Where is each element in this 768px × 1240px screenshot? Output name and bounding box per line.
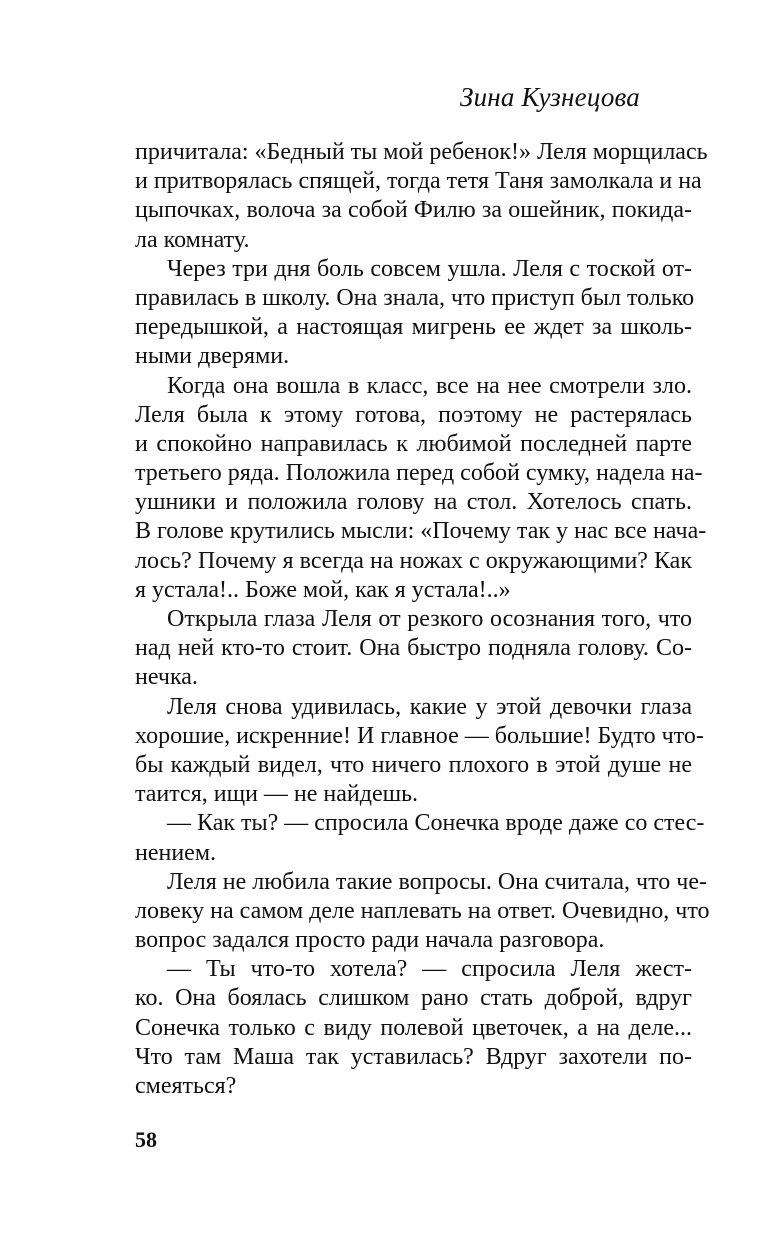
running-head-author: Зина Кузнецова [460, 82, 640, 112]
paragraph [135, 605, 692, 693]
text-line: вопрос задался просто ради начала разговора. [135, 927, 605, 954]
text-line: — Как ты? — спросила Сонечка вроде даже со стес- [167, 810, 705, 837]
text-line: хорошие, искренние! И главное — большие! Будто что- [135, 722, 704, 749]
text-line: Что там Маша так уставилась? Вдруг захотели по- [135, 1043, 692, 1070]
text-line: смеяться? [135, 1073, 237, 1099]
text-line: причитала: «Бедный ты мой ребенок!» Леля морщилась [135, 139, 708, 165]
body-text [135, 138, 710, 1101]
text-line: цыпочках, волоча за собой Филю за ошейник, покида- [135, 197, 692, 224]
text-line: нением. [135, 839, 217, 866]
text-line: — Ты что-то хотела? — спросила Леля жест- [167, 956, 692, 983]
text-line: третьего ряда. Положила перед собой сумку, надела на- [135, 460, 703, 487]
text-line: ушники и положила голову на стол. Хотелось спать. [135, 489, 692, 516]
text-line: и спокойно направилась к любимой последней парте [135, 430, 692, 457]
text-line: ными дверями. [135, 343, 290, 370]
text-line: правилась в школу. Она знала, что приступ был только [135, 284, 695, 311]
paragraph [135, 868, 710, 956]
paragraph [135, 955, 692, 1101]
text-line: Когда она вошла в класс, все на нее смотрели зло. [167, 372, 692, 399]
text-line: я устала!.. Боже мой, как я устала!..» [135, 576, 511, 603]
text-line: ла комнату. [135, 226, 250, 253]
text-line: над ней кто-то стоит. Она быстро подняла голову. Со- [135, 635, 692, 662]
paragraph [135, 255, 695, 372]
paragraph [135, 809, 705, 867]
text-line: передышкой, а настоящая мигрень ее ждет за школь- [135, 314, 692, 341]
paragraph [135, 693, 704, 810]
text-line: ловеку на самом деле наплевать на ответ. Очевидно, что [135, 897, 710, 924]
text-line: нечка. [135, 664, 198, 691]
text-line: Леля была к этому готова, поэтому не растерялась [135, 401, 692, 428]
text-line: В голове крутились мысли: «Почему так у нас все нача- [135, 518, 707, 545]
text-line: Леля не любила такие вопросы. Она считала, что че- [167, 868, 707, 895]
text-line: Сонечка только с виду полевой цветочек, а на деле... [135, 1014, 692, 1041]
text-line: бы каждый видел, что ничего плохого в этой душе не [135, 751, 692, 778]
text-line: лось? Почему я всегда на ножах с окружающими? Как [135, 547, 692, 574]
text-line: Леля снова удивилась, какие у этой девочки глаза [167, 693, 692, 720]
paragraph [135, 138, 708, 255]
page-number: 58 [135, 1127, 157, 1152]
text-line: Через три дня боль совсем ушла. Леля с тоской от- [167, 255, 692, 282]
text-line: ко. Она боялась слишком рано стать доброй, вдруг [135, 985, 692, 1012]
text-line: таится, ищи — не найдешь. [135, 781, 419, 808]
text-line: Открыла глаза Леля от резкого осознания того, что [167, 606, 692, 632]
text-line: и притворялась спящей, тогда тетя Таня замолкала и на [135, 168, 702, 195]
paragraph [135, 372, 707, 606]
